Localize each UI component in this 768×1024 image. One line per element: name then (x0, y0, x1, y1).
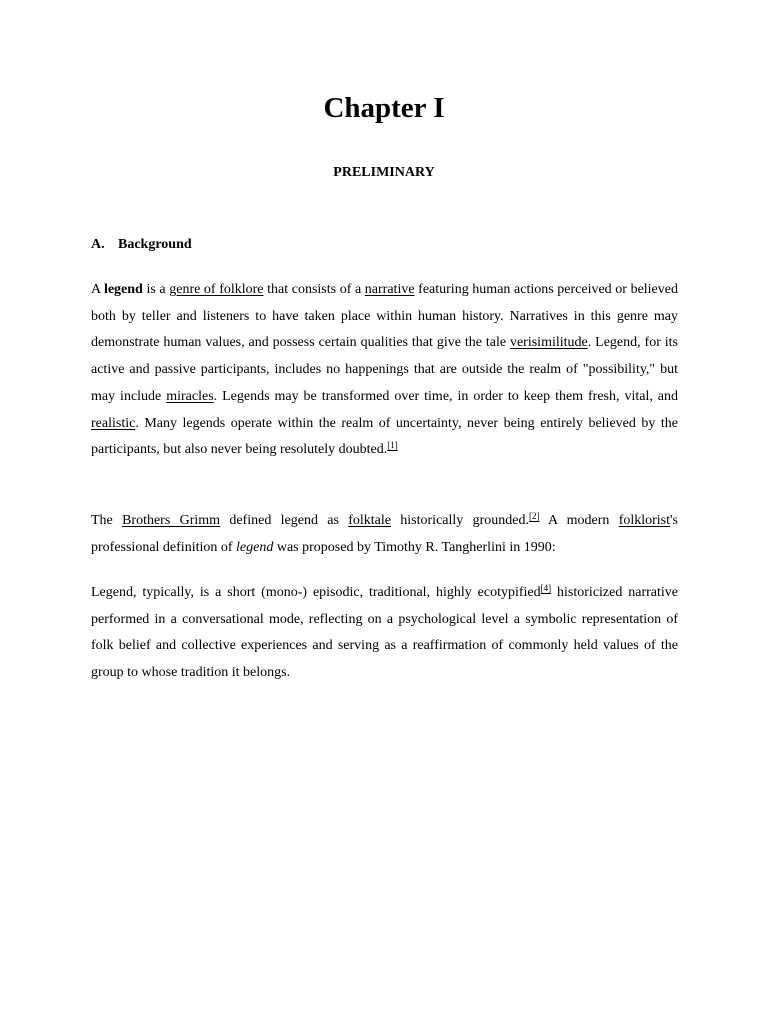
footnote-ref-2[interactable]: [2] (528, 511, 540, 521)
text-run: historicized narrative performed in a conversational mode, reflecting on a psychological level a symbolic representation of folk belief and collective experiences and serving as a reaffirmation of commonly held values of the group to whose tradition it belongs. (91, 585, 678, 681)
subheading-title: Background (118, 237, 192, 252)
link-narrative[interactable]: narrative (364, 282, 415, 297)
text-run: was proposed by Timothy R. Tangherlini in 1990: (273, 539, 556, 555)
text-run: . Many legends operate within the realm of uncertainty, never being entirely believed by the participants, but also never being resolutely doubted. (91, 415, 678, 458)
text-run: 's professional definition of (91, 513, 679, 555)
text-run: that consists of a (263, 282, 365, 297)
text-run: defined legend as (220, 513, 349, 528)
italic-term-legend: legend (236, 539, 274, 555)
link-miracles[interactable]: miracles (166, 388, 214, 404)
text-run: The (91, 513, 123, 528)
subheading-letter: A. (91, 237, 105, 252)
chapter-title: Chapter I (323, 92, 445, 124)
link-folklorist[interactable]: folklorist (618, 513, 671, 528)
text-run: . Legend, for its active and passive participants, includes no happenings that are outside the realm of "possibility," but may include (91, 335, 679, 404)
paragraph-legend-definition (91, 277, 678, 464)
text-run: A (91, 282, 104, 297)
link-genre-of-folklore[interactable]: genre of folklore (169, 282, 264, 297)
link-realistic[interactable]: realistic (91, 415, 136, 431)
text-run: . Legends may be transformed over time, in order to keep them fresh, vital, and (213, 388, 679, 404)
link-folktale[interactable]: folktale (348, 513, 391, 528)
footnote-ref-4[interactable]: [4] (540, 583, 552, 593)
link-verisimilitude[interactable]: verisimilitude (509, 335, 588, 351)
subheading-background (91, 237, 192, 253)
link-brothers-grimm[interactable]: Brothers Grimm (122, 513, 221, 528)
paragraph-grimm-definition (91, 508, 678, 561)
text-run: Legend, typically, is a short (mono-) episodic, traditional, highly ecotypified (91, 585, 541, 600)
paragraph-tangherlini-quote (91, 580, 678, 687)
text-run: A modern (539, 513, 619, 528)
text-run: historically grounded. (390, 513, 529, 528)
footnote-ref-1[interactable]: [1] (387, 440, 398, 451)
bold-term-legend: legend (103, 282, 143, 297)
text-run: featuring human actions perceived or believed both by teller and listeners to have taken place within human history. Narratives in this genre may demonstrate human values, and possess certain qualities that give the tale (91, 282, 678, 351)
section-title: PRELIMINARY (333, 165, 435, 180)
text-run: is a (142, 282, 170, 297)
